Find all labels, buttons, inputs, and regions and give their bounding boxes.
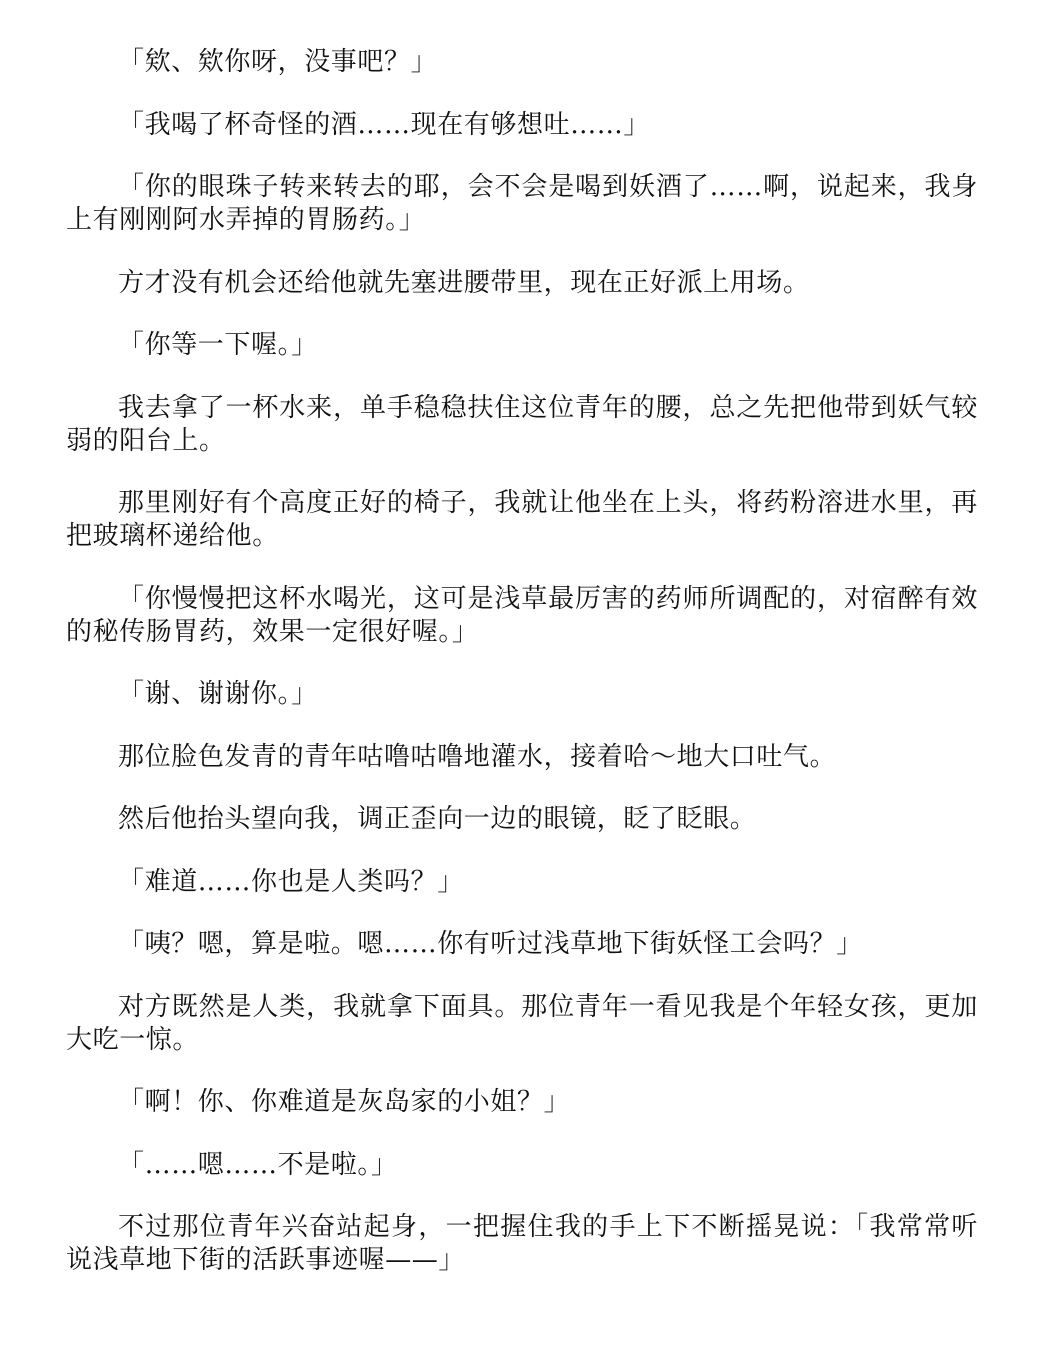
paragraph: 对方既然是人类，我就拿下面具。那位青年一看见我是个年轻女孩，更加大吃一惊。 — [66, 991, 978, 1055]
paragraph: 然后他抬头望向我，调正歪向一边的眼镜，眨了眨眼。 — [118, 804, 757, 834]
paragraph: 「难道……你也是人类吗？」 — [118, 866, 464, 897]
paragraph: 「你的眼珠子转来转去的耶，会不会是喝到妖酒了……啊，说起来，我身上有刚刚阿水弄掉的胃肠药。」 — [66, 172, 978, 235]
document-body — [66, 46, 978, 1307]
paragraph: 方才没有机会还给他就先塞进腰带里，现在正好派上用场。 — [118, 267, 810, 298]
paragraph: 「我喝了杯奇怪的酒……现在有够想吐……」 — [118, 109, 651, 140]
paragraph: 不过那位青年兴奋站起身，一把握住我的手上下不断摇晃说：「我常常听说浅草地下街的活跃事迹喔——」 — [66, 1212, 978, 1275]
paragraph: 「咦？嗯，算是啦。嗯……你有听过浅草地下街妖怪工会吗？」 — [118, 929, 863, 959]
paragraph: 「你慢慢把这杯水喝光，这可是浅草最厉害的药师所调配的，对宿醉有效的秘传肠胃药，效果一定很好喔。」 — [66, 583, 978, 647]
paragraph: 我去拿了一杯水来，单手稳稳扶住这位青年的腰，总之先把他带到妖气较弱的阳台上。 — [66, 392, 978, 456]
paragraph: 「欸、欸你呀，没事吧？」 — [118, 47, 438, 77]
paragraph: 那位脸色发青的青年咕噜咕噜地灌水，接着哈～地大口吐气。 — [118, 741, 837, 772]
paragraph: 「你等一下喔。」 — [118, 330, 318, 360]
paragraph: 「……嗯……不是啦。」 — [118, 1149, 398, 1180]
paragraph: 那里刚好有个高度正好的椅子，我就让他坐在上头，将药粉溶进水里，再把玻璃杯递给他。 — [66, 488, 978, 551]
paragraph: 「啊！你、你难道是灰岛家的小姐？」 — [118, 1087, 571, 1117]
paragraph: 「谢、谢谢你。」 — [118, 679, 318, 709]
